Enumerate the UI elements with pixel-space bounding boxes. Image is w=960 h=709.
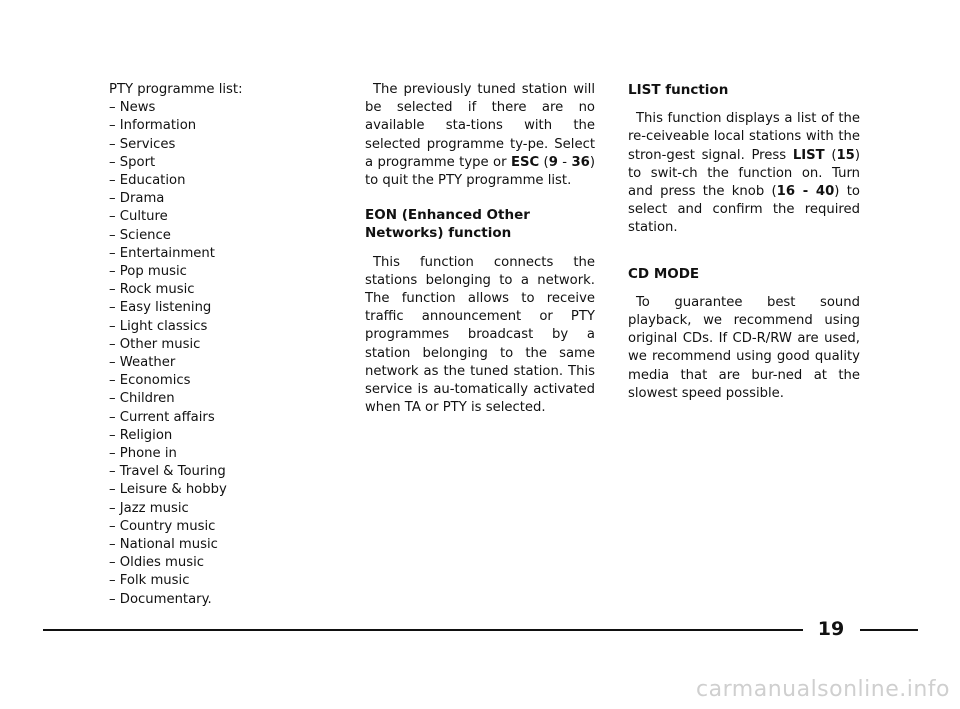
list-text: This function displays a list of the re-ceiveable local stations with the stron-gest signal. Press: [628, 111, 860, 163]
eon-paragraph: This function connects the stations belonging to a network. The function allows to receive traffic announcement or PTY programmes broadcast by a station belonging to the same network as the tuned station. This service is au-tomatically activated when TA or PTY is selected.: [365, 254, 595, 416]
pty-list-item: – Religion: [109, 427, 173, 443]
pty-list-item: – Other music: [109, 336, 201, 352]
pty-list-item: – Rock music: [109, 282, 195, 298]
pty-list-item: – Children: [109, 391, 175, 407]
pty-list-item: – Light classics: [109, 318, 208, 334]
list-key-label: LIST: [792, 147, 825, 163]
pty-list-item: – Sport: [109, 154, 156, 170]
pty-list-item: – Easy listening: [109, 300, 212, 316]
pty-fallback-text: The previously tuned station will be selected if there are no available sta-tions with the selected programme ty-pe. Select a programme type or: [365, 82, 595, 170]
cd-mode-heading: CD MODE: [628, 265, 700, 282]
list-text-end: ) to select and confirm the required station.: [628, 184, 860, 236]
pty-list-item: – Pop music: [109, 264, 187, 280]
pty-list-item: – Leisure & hobby: [109, 482, 227, 498]
paren-open: (: [824, 147, 837, 163]
page-number: 19: [817, 618, 845, 640]
key-ref-36: 36: [571, 154, 590, 170]
esc-key-label: ESC: [510, 154, 540, 170]
key-ref-15: 15: [836, 147, 855, 163]
pty-list-column: [109, 81, 329, 609]
pty-list-item: – Science: [109, 227, 171, 243]
list-text-mid: ) to swit-ch the function on. Turn and press the knob (: [628, 147, 860, 200]
pty-list-item: – Phone in: [109, 446, 177, 462]
list-function-paragraph: [628, 110, 860, 237]
footer-rule-left: [43, 629, 803, 631]
pty-list-item: – Folk music: [109, 573, 190, 589]
right-column: [628, 81, 860, 403]
pty-fallback-text-end: ) to quit the PTY programme list.: [365, 154, 595, 189]
pty-list-item: – National music: [109, 537, 218, 553]
footer-rule-right: [860, 629, 918, 631]
list-function-heading: LIST function: [628, 82, 729, 98]
pty-list-item: – Education: [109, 173, 186, 189]
paren-open: (: [539, 154, 549, 170]
eon-heading: EON (Enhanced Other Networks) function: [365, 207, 530, 242]
cd-mode-paragraph: To guarantee best sound playback, we recommend using original CDs. If CD-R/RW are used, we recommend using good quality media that are bur-ned at the slowest speed possible.: [628, 294, 860, 401]
pty-list-item: – Country music: [109, 518, 216, 534]
pty-list-item: – Documentary.: [109, 591, 212, 607]
watermark: carmanualsonline.info: [696, 677, 950, 702]
pty-list-heading: PTY programme list:: [109, 82, 243, 97]
middle-column: [365, 81, 595, 417]
pty-list-item: – Services: [109, 136, 176, 152]
pty-list-item: – News: [109, 100, 156, 116]
key-ref-9: 9: [548, 154, 558, 170]
pty-list-item: – Culture: [109, 209, 168, 225]
pty-list-item: – Information: [109, 118, 197, 134]
pty-list-item: – Economics: [109, 373, 191, 389]
pty-list-item: – Jazz music: [109, 500, 189, 516]
pty-list-item: – Current affairs: [109, 409, 215, 425]
pty-programme-list: [109, 99, 329, 609]
pty-list-item: – Travel & Touring: [109, 464, 226, 480]
dash-separator: -: [557, 154, 572, 170]
pty-fallback-paragraph: [365, 81, 595, 190]
pty-list-item: – Weather: [109, 355, 176, 371]
pty-list-item: – Entertainment: [109, 245, 215, 261]
pty-list-item: – Drama: [109, 191, 165, 207]
key-ref-16-40: 16 - 40: [776, 184, 835, 200]
pty-list-item: – Oldies music: [109, 555, 205, 571]
